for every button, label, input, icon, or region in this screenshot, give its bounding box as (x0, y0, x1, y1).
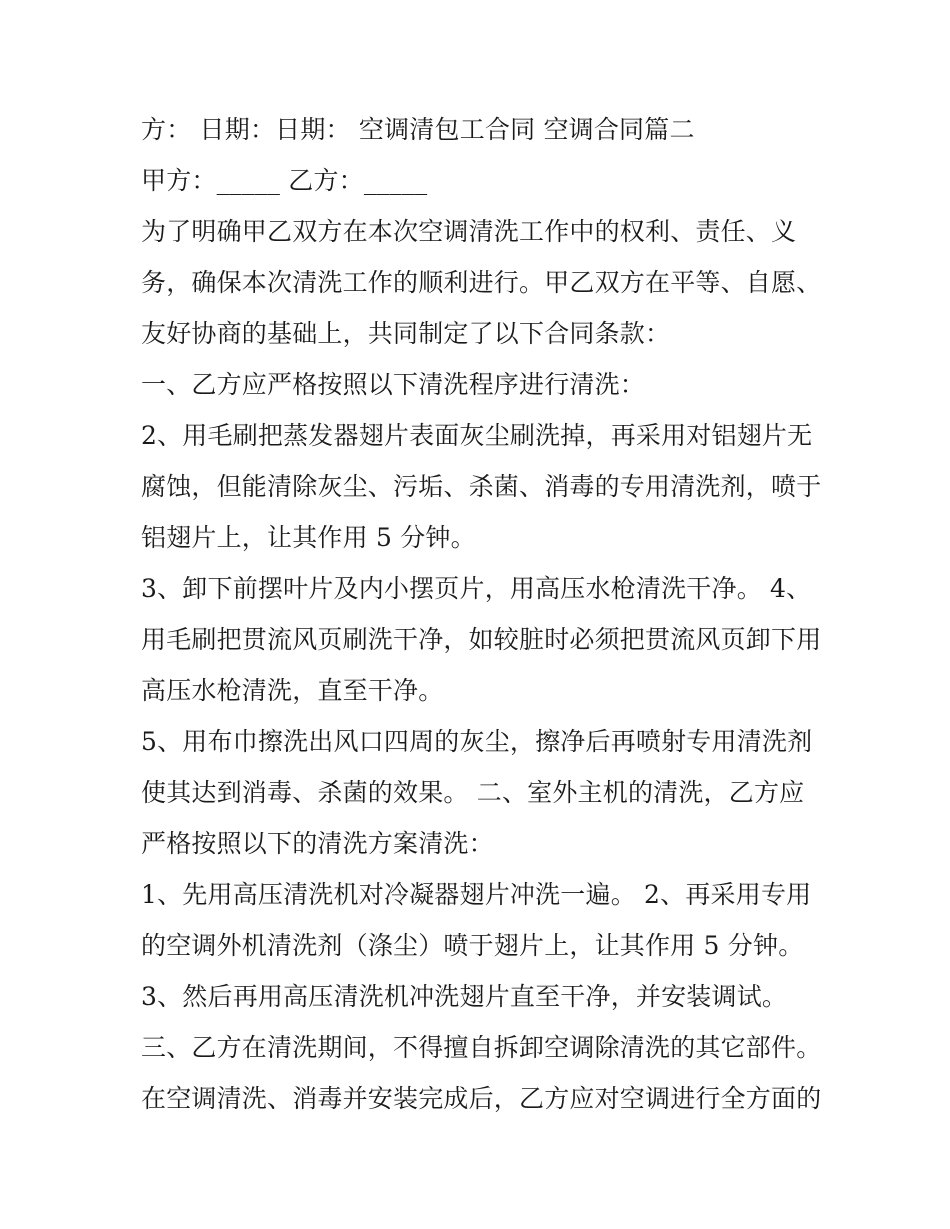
text-line: 3、然后再用高压清洗机冲洗翅片直至干净，并安装调试。 (141, 982, 788, 1011)
text-line: 严格按照以下的清洗方案清洗： (141, 829, 494, 858)
text-line: 2、用毛刷把蒸发器翅片表面灰尘刷洗掉，再采用对铝翅片无 (141, 421, 813, 450)
text-line: 在空调清洗、消毒并安装完成后，乙方应对空调进行全方面的 (141, 1084, 822, 1113)
text-line-parties: 甲方：_____ 乙方：_____ (141, 166, 428, 195)
text-line-section-3: 三、乙方在清洗期间，不得擅自拆卸空调除清洗的其它部件。 (141, 1033, 822, 1062)
text-line-section-1: 一、乙方应严格按照以下清洗程序进行清洗： (141, 370, 646, 399)
text-line: 5、用布巾擦洗出风口四周的灰尘，擦净后再喷射专用清洗剂 (141, 727, 813, 756)
text-line: 3、卸下前摆叶片及内小摆页片，用高压水枪清洗干净。 4、 (141, 574, 812, 603)
text-line: 友好协商的基础上，共同制定了以下合同条款： (141, 319, 671, 348)
text-line: 务，确保本次清洗工作的顺利进行。甲乙双方在平等、自愿、 (141, 268, 822, 297)
text-line: 使其达到消毒、杀菌的效果。 二、室外主机的清洗，乙方应 (141, 778, 805, 807)
text-line: 高压水枪清洗，直至干净。 (141, 676, 444, 705)
text-line: 用毛刷把贯流风页刷洗干净，如较脏时必须把贯流风页卸下用 (141, 625, 822, 654)
text-line: 腐蚀，但能清除灰尘、污垢、杀菌、消毒的专用清洗剂，喷于 (141, 472, 822, 501)
text-line-header: 方： 日期：日期： 空调清包工合同 空调合同篇二 (141, 115, 695, 144)
text-line: 为了明确甲乙双方在本次空调清洗工作中的权利、责任、义 (141, 217, 797, 246)
text-line: 的空调外机清洗剂（涤尘）喷于翅片上，让其作用 5 分钟。 (141, 931, 804, 960)
text-line: 1、先用高压清洗机对冷凝器翅片冲洗一遍。 2、再采用专用 (141, 880, 812, 909)
text-line: 铝翅片上，让其作用 5 分钟。 (141, 523, 476, 552)
